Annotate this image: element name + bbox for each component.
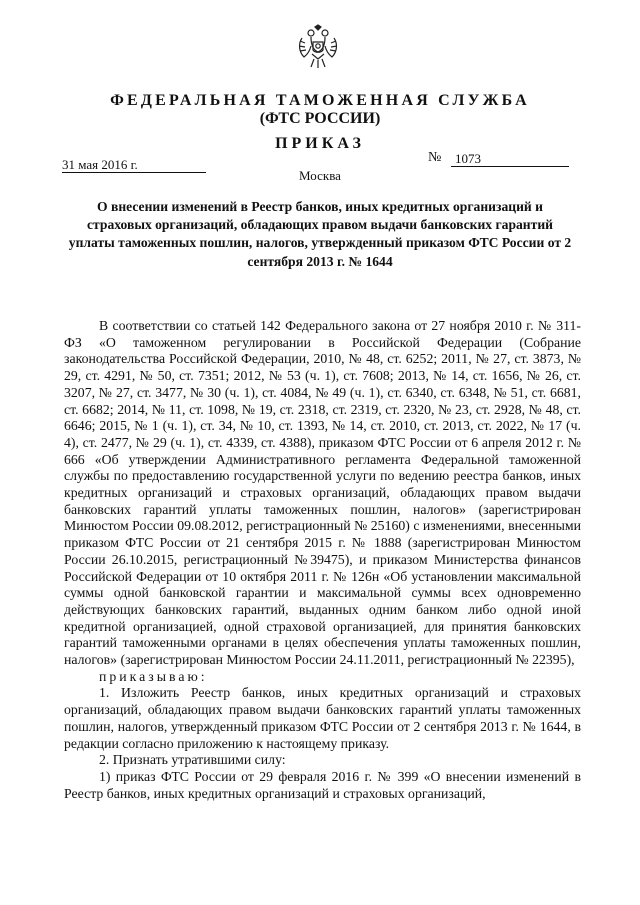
order-directive [64, 669, 581, 686]
document-body [64, 318, 581, 802]
item-2-1: 1) приказ ФТС России от 29 февраля 2016 г. № 399 «О внесении изменений в Реестр банков, иных кредитных организаций и страховых организаций, [64, 768, 581, 801]
preamble-paragraph: В соответствии со статьей 142 Федерального закона от 27 ноября 2010 г. № 311-ФЗ «О таможенном регулировании в Российской Федерации (Собрание законодательства Российской Федерации, 2010, № 48, ст. 6252; 2011, № 27, ст. 3873, № 29, ст. 4291, № 50, ст. 7351; 2012, № 53 (ч. 1), ст. 7608; 2013, № 14, ст. 1656, № 26, ст. 3207, № 27, ст. 3477, № 30 (ч. 1), ст. 4084, № 49 (ч. 1), ст. 6340, ст. 6348, № 51, ст. 6681, ст. 6682; 2014, № 11, ст. 1098, № 19, ст. 2318, ст. 2319, ст. 2320, № 23, ст. 2928, № 48, ст. 6646; 2015, № 1 (ч. 1), ст. 34, № 10, ст. 1393, № 14, ст. 2010, ст. 2013, ст. 2022, № 17 (ч. 4), ст. 2477, № 29 (ч. 1), ст. 4339, ст. 4388), приказом ФТС России от 6 апреля 2012 г. № 666 «Об утверждении Административного регламента Федеральной таможенной службы по предоставлению государственной услуги по ведению реестра банков, иных кредитных организаций и страховых организаций, обладающих правом выдачи банковских гарантий уплаты таможенных пошлин, налогов» (зарегистрирован Минюстом России 09.08.2012, регистрационный № 25160) с изменениями, внесенными приказом ФТС России от 21 сентября 2015 г. № 1888 (зарегистрирован Минюстом России 26.10.2015, регистрационный №39475), и приказом Министерства финансов Российской Федерации от 10 октября 2011 г. № 126н «Об установлении максимальной суммы одной банковской гарантии и максимальной суммы всех одновременно действующих банковских гарантий, выданных одним банком либо одной иной кредитной организацией, одной страховой организацией, для принятия банковских гарантий таможенными органами в целях обеспечения уплаты таможенных пошлин, налогов» (зарегистрирован Минюстом России 24.11.2011, регистрационный № 22395), [64, 318, 581, 668]
document-type: ПРИКАЗ [275, 135, 365, 152]
document-title: О внесении изменений в Реестр банков, иных кредитных организаций и страховых организаций, обладающих правом выдачи банковских гарантий уплаты таможенных пошлин, налогов, утвержденный приказом ФТС России от 2 сентября 2013 г. № 1644 [68, 199, 572, 269]
coat-of-arms-icon [296, 24, 340, 70]
item-1: 1. Изложить Реестр банков, иных кредитных организаций и страховых организаций, обладающих правом выдачи банковских гарантий уплаты таможенных пошлин, налогов, утвержденный приказом ФТС России от 2 сентября 2013 г. № 1644, в редакции согласно приложению к настоящему приказу. [64, 685, 581, 751]
order-number: 1073 [451, 152, 569, 167]
item-2: 2. Признать утратившими силу: [99, 752, 286, 768]
agency-name: ФЕДЕРАЛЬНАЯ ТАМОЖЕННАЯ СЛУЖБА [110, 92, 530, 109]
order-number-label: № [428, 150, 442, 165]
order-date: 31 мая 2016 г. [62, 158, 206, 173]
agency-abbreviation: (ФТС РОССИИ) [259, 110, 381, 127]
order-directive-text: приказываю: [99, 668, 208, 684]
city: Москва [299, 168, 341, 183]
